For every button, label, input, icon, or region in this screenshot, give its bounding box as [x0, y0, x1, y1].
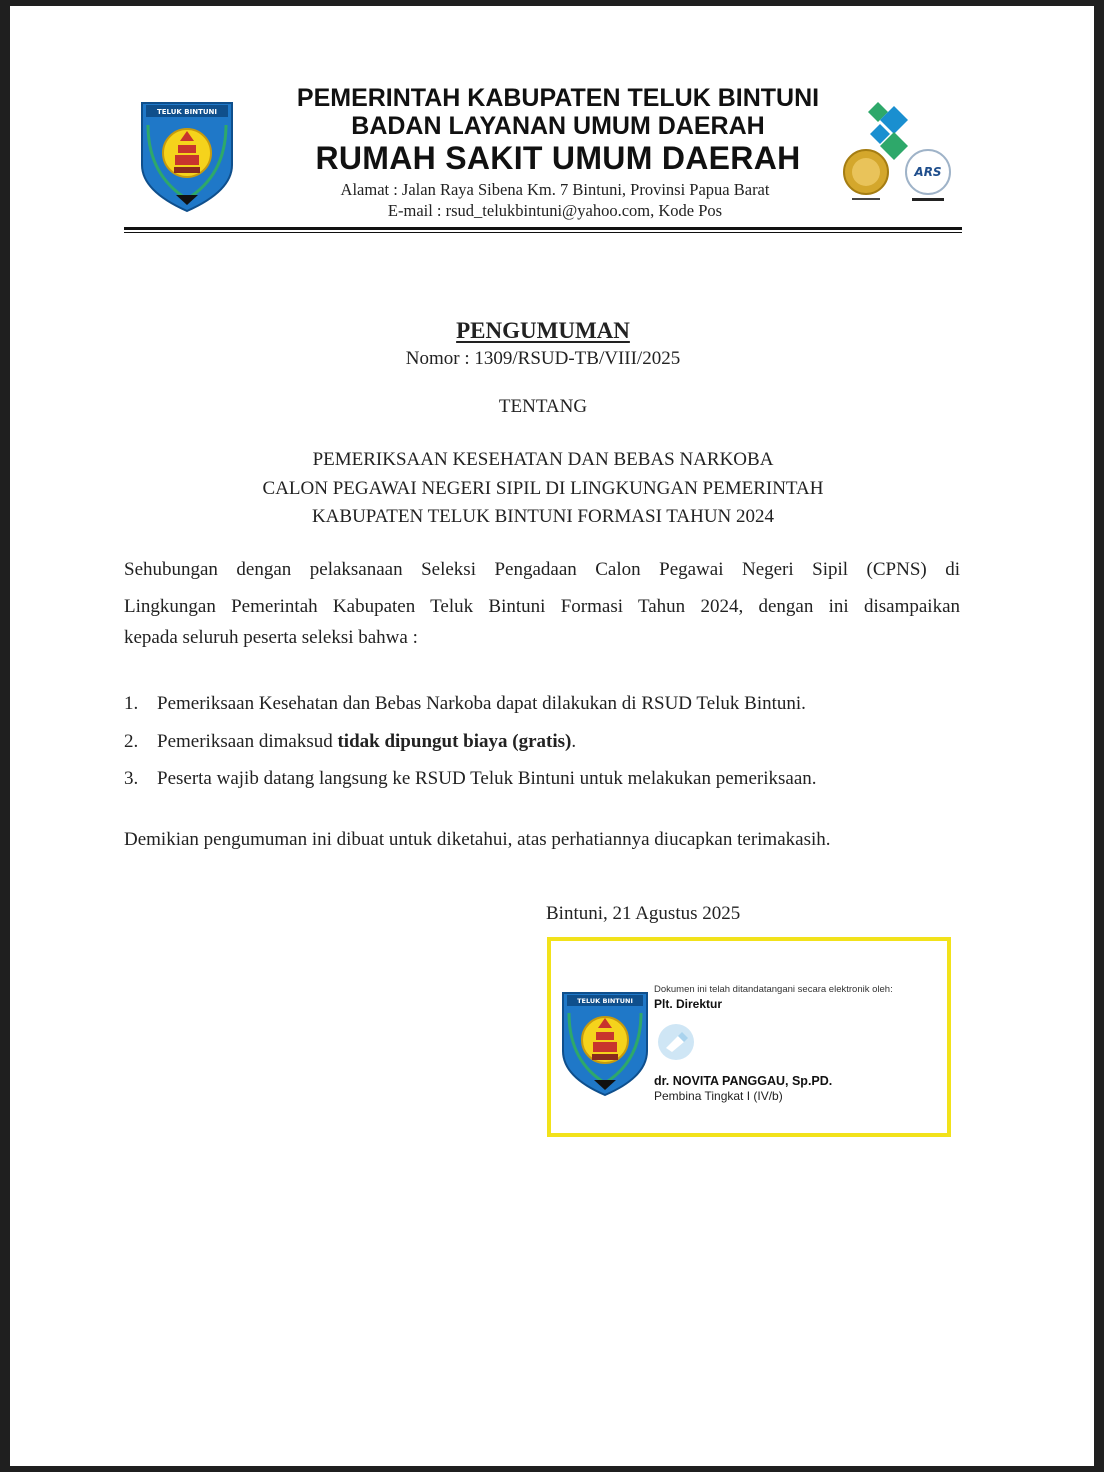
list-item-text: Pemeriksaan dimaksud	[157, 731, 338, 752]
document-about: TENTANG	[498, 396, 588, 417]
closing-statement: Demikian pengumuman ini dibuat untuk diketahui, atas perhatiannya diucapkan terimakasih.	[124, 829, 831, 850]
intro-paragraph	[124, 551, 960, 625]
list-item-number: 1.	[124, 693, 139, 714]
header-divider-thin	[124, 232, 962, 233]
intro-line: Lingkungan Pemerintah Kabupaten Teluk Bintuni Formasi Tahun 2024, dengan ini disampaikan	[124, 596, 960, 617]
list-item-number: 3.	[124, 768, 139, 789]
signer-role: Plt. Direktur	[654, 997, 723, 1011]
list-item-text: Peserta wajib datang langsung ke RSUD Teluk Bintuni untuk melakukan pemeriksaan.	[157, 768, 817, 789]
list-item-text-end: .	[571, 731, 577, 752]
list-item	[124, 731, 576, 753]
header-address: Alamat : Jalan Raya Sibena Km. 7 Bintuni, Provinsi Papua Barat	[340, 180, 770, 199]
list-item-text: Pemeriksaan Kesehatan dan Bebas Narkoba dapat dilakukan di RSUD Teluk Bintuni.	[157, 693, 806, 714]
signature-regency-logo	[559, 985, 651, 1097]
svg-text:ARS: ARS	[914, 165, 942, 179]
list-item-number: 2.	[124, 731, 139, 752]
header-divider	[124, 227, 962, 230]
list-item-emphasis: tidak dipungut biaya (gratis)	[337, 731, 572, 752]
subject-line: KABUPATEN TELUK BINTUNI FORMASI TAHUN 2024	[311, 506, 775, 527]
header-hospital: RUMAH SAKIT UMUM DAERAH	[315, 140, 801, 176]
svg-text:TELUK BINTUNI: TELUK BINTUNI	[156, 108, 218, 116]
signature-seal-icon	[656, 1022, 696, 1062]
header-email: E-mail : rsud_telukbintuni@yahoo.com, Kode Pos	[387, 201, 723, 220]
intro-line: Sehubungan dengan pelaksanaan Seleksi Pengadaan Calon Pegawai Negeri Sipil (CPNS) di	[124, 559, 960, 580]
intro-line-last: kepada seluruh peserta seleksi bahwa :	[124, 627, 418, 648]
header-government: PEMERINTAH KABUPATEN TELUK BINTUNI	[296, 84, 820, 112]
subject-line: CALON PEGAWAI NEGERI SIPIL DI LINGKUNGAN PEMERINTAH	[262, 478, 824, 499]
list-item	[124, 768, 817, 790]
subject-line: PEMERIKSAAN KESEHATAN DAN BEBAS NARKOBA	[312, 449, 774, 470]
document-title: PENGUMUMAN	[456, 318, 630, 343]
header-agency: BADAN LAYANAN UMUM DAERAH	[351, 112, 765, 140]
list-item	[124, 693, 806, 715]
signer-rank: Pembina Tingkat I (IV/b)	[654, 1089, 783, 1103]
document-date: Bintuni, 21 Agustus 2025	[546, 903, 741, 924]
svg-text:TELUK BINTUNI: TELUK BINTUNI	[577, 997, 633, 1005]
document-number: Nomor : 1309/RSUD-TB/VIII/2025	[405, 348, 681, 369]
signer-name: dr. NOVITA PANGGAU, Sp.PD.	[654, 1074, 833, 1088]
signature-note: Dokumen ini telah ditandatangani secara elektronik oleh:	[654, 984, 893, 995]
